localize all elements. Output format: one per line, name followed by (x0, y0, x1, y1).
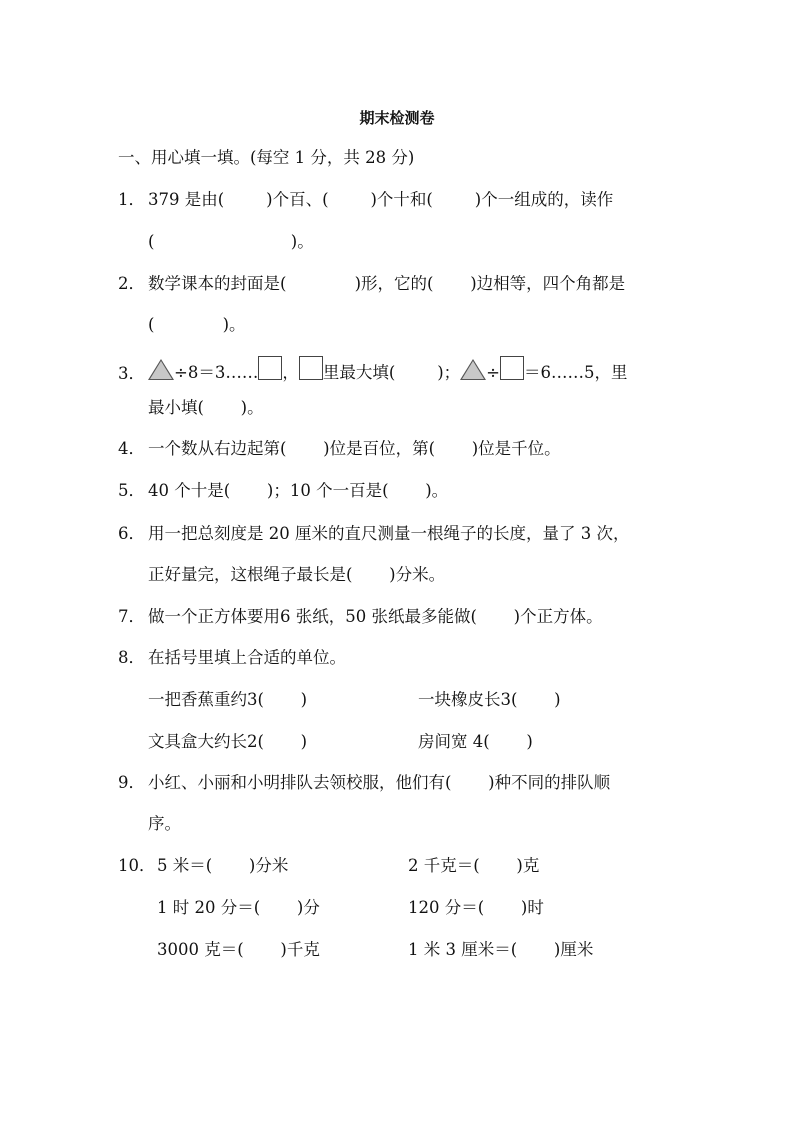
q3-seg: ＝6……5，里 (524, 363, 628, 382)
q2-number: 2． (118, 274, 145, 293)
q2-text-cont: ( )。 (148, 315, 246, 334)
square-icon (500, 356, 524, 380)
q2-text: 数学课本的封面是( )形，它的( )边相等，四个角都是 (148, 274, 626, 293)
q8-item: 一块橡皮长3( ) (418, 690, 561, 709)
q6-number: 6． (118, 524, 145, 543)
q10-item: 5 米＝( )分米 (157, 856, 289, 875)
q4-text: 一个数从右边起第( )位是百位，第( )位是千位。 (148, 439, 561, 458)
square-icon (299, 356, 323, 380)
q3-seg: 里最大填( )； (322, 363, 461, 382)
q10-item: 1 时 20 分＝( )分 (157, 898, 320, 917)
q6-text-cont: 正好量完，这根绳子最长是( )分米。 (148, 565, 446, 584)
q8-item: 文具盒大约长2( ) (148, 732, 308, 751)
q6-text: 用一把总刻度是 20 厘米的直尺测量一根绳子的长度，量了 3 次， (148, 524, 630, 543)
q9-text: 小红、小丽和小明排队去领校服，他们有( )种不同的排队顺 (148, 773, 611, 792)
q5-text: 40 个十是( )；10 个一百是( )。 (148, 481, 449, 500)
q3-seg: ， (282, 363, 299, 382)
q10-number: 10． (118, 856, 156, 875)
q8-item: 房间宽 4( ) (418, 732, 533, 751)
section-heading: 一、用心填一填。(每空 1 分，共 28 分) (118, 148, 415, 167)
q5-number: 5． (118, 481, 145, 500)
q8-item: 一把香蕉重约3( ) (148, 690, 308, 709)
q10-item: 3000 克＝( )千克 (157, 940, 320, 959)
q1-text: 379 是由( )个百、( )个十和( )个一组成的，读作 (148, 190, 614, 209)
q4-number: 4． (118, 439, 145, 458)
q10-item: 120 分＝( )时 (408, 898, 544, 917)
q7-number: 7． (118, 607, 145, 626)
q9-number: 9． (118, 773, 145, 792)
q9-text-cont: 序。 (148, 814, 181, 833)
q1-number: 1． (118, 190, 145, 209)
q7-text: 做一个正方体要用6 张纸，50 张纸最多能做( )个正方体。 (148, 607, 603, 626)
q3-text-cont: 最小填( )。 (148, 398, 264, 417)
q3-seg: ÷8＝3…… (174, 363, 259, 382)
q3-number: 3． (118, 364, 145, 383)
triangle-icon (460, 359, 486, 380)
q10-item: 1 米 3 厘米＝( )厘米 (408, 940, 594, 959)
q8-text: 在括号里填上合适的单位。 (148, 648, 346, 667)
q10-item: 2 千克＝( )克 (408, 856, 540, 875)
q8-number: 8． (118, 648, 145, 667)
q1-text-cont: ( )。 (148, 232, 314, 251)
page-title: 期末检测卷 (359, 109, 435, 127)
triangle-icon (148, 359, 174, 380)
q3-text (148, 356, 628, 387)
q3-seg: ÷ (486, 363, 500, 382)
square-icon (258, 356, 282, 380)
